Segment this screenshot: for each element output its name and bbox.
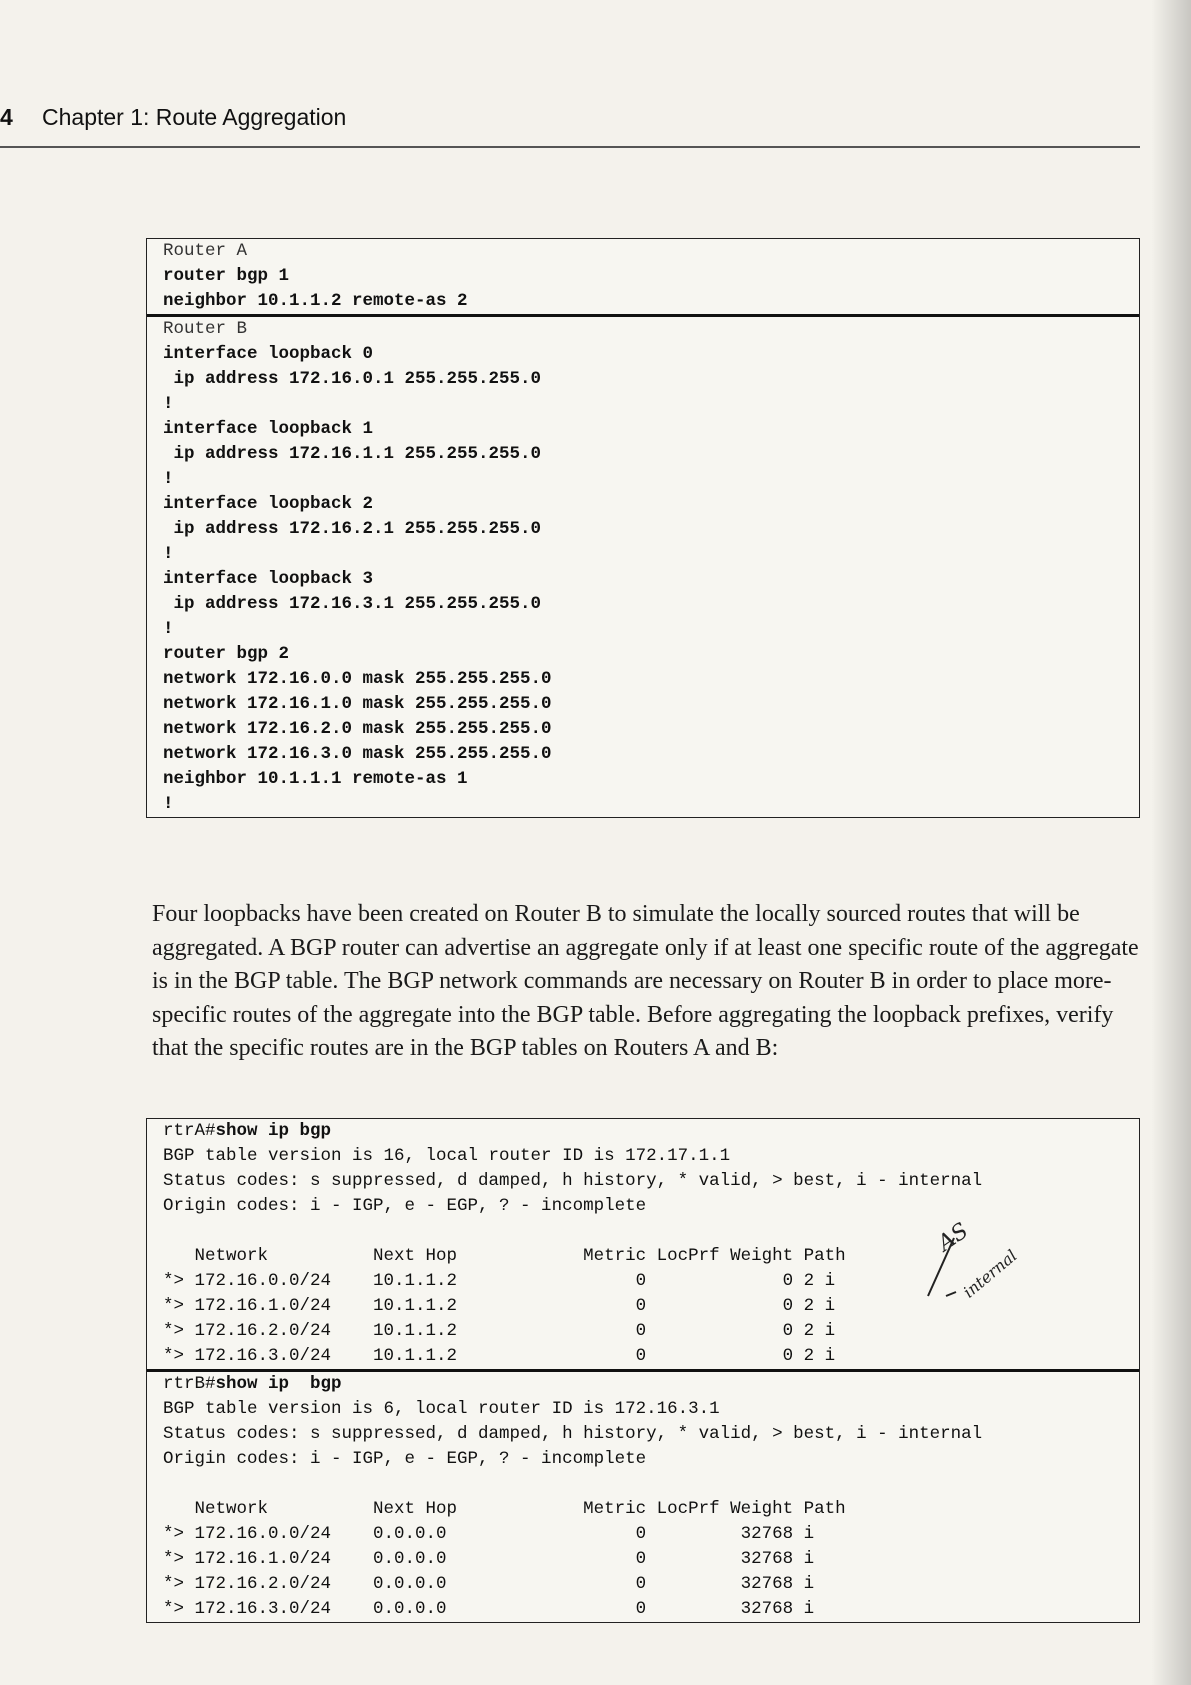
code-line: neighbor 10.1.1.2 remote-as 2: [163, 291, 468, 311]
router-a-config-lines: [163, 264, 1139, 314]
router-b-prompt: rtrB#: [163, 1374, 216, 1394]
code-line: *> 172.16.0.0/24 10.1.1.2 0 0 2 i: [163, 1271, 836, 1291]
code-line: ip address 172.16.3.1 255.255.255.0: [163, 594, 542, 614]
code-line: Origin codes: i - IGP, e - EGP, ? - incomplete: [163, 1196, 647, 1216]
router-a-config: [147, 239, 1139, 314]
code-line: ip address 172.16.0.1 255.255.255.0: [163, 369, 542, 389]
router-b-config-lines: [163, 342, 1139, 817]
code-line: !: [163, 544, 174, 564]
router-b-command: show ip bgp: [215, 1374, 342, 1394]
code-line: interface loopback 3: [163, 569, 374, 589]
bgp-output-listing: [146, 1118, 1140, 1623]
code-line: *> 172.16.3.0/24 0.0.0.0 0 32768 i: [163, 1599, 815, 1619]
code-line: !: [163, 794, 174, 814]
code-line: Status codes: s suppressed, d damped, h history, * valid, > best, i - internal: [163, 1171, 983, 1191]
code-line: interface loopback 0: [163, 344, 374, 364]
code-line: BGP table version is 6, local router ID is 172.16.3.1: [163, 1399, 720, 1419]
router-b-title: Router B: [163, 319, 248, 339]
router-a-title: Router A: [163, 241, 248, 261]
code-line: *> 172.16.1.0/24 0.0.0.0 0 32768 i: [163, 1549, 815, 1569]
code-line: ip address 172.16.1.1 255.255.255.0: [163, 444, 542, 464]
code-line: Network Next Hop Metric LocPrf Weight Path: [163, 1246, 846, 1266]
code-line: router bgp 2: [163, 644, 290, 664]
code-line: network 172.16.2.0 mask 255.255.255.0: [163, 719, 552, 739]
code-line: interface loopback 1: [163, 419, 374, 439]
code-line: BGP table version is 16, local router ID is 172.17.1.1: [163, 1146, 731, 1166]
code-line: router bgp 1: [163, 266, 290, 286]
code-line: interface loopback 2: [163, 494, 374, 514]
code-line: neighbor 10.1.1.1 remote-as 1: [163, 769, 468, 789]
chapter-title: Chapter 1: Route Aggregation: [42, 104, 347, 130]
header-rule: [0, 146, 1140, 148]
code-line: Network Next Hop Metric LocPrf Weight Path: [163, 1499, 846, 1519]
router-a-prompt: rtrA#: [163, 1121, 216, 1141]
code-line: *> 172.16.2.0/24 10.1.1.2 0 0 2 i: [163, 1321, 836, 1341]
router-b-command-line: [163, 1372, 1139, 1397]
code-line: network 172.16.3.0 mask 255.255.255.0: [163, 744, 552, 764]
router-a-command: show ip bgp: [215, 1121, 332, 1141]
code-line: *> 172.16.1.0/24 10.1.1.2 0 0 2 i: [163, 1296, 836, 1316]
code-line: *> 172.16.2.0/24 0.0.0.0 0 32768 i: [163, 1574, 815, 1594]
handwritten-internal-text: internal: [959, 1245, 1021, 1302]
code-line: ip address 172.16.2.1 255.255.255.0: [163, 519, 542, 539]
body-paragraph: Four loopbacks have been created on Router B to simulate the locally sourced routes that will be aggregated. A BGP router can advertise an aggregate only if at least one specific route of the aggregate is in the BGP table. The BGP network commands are necessary on Router B in order to place more-specific routes of the aggregate into the BGP table. Before aggregating the loopback prefixes, verify that the specific routes are in the BGP tables on Routers A and B:: [152, 901, 1139, 1061]
code-line: network 172.16.0.0 mask 255.255.255.0: [163, 669, 552, 689]
code-line: !: [163, 619, 174, 639]
page-edge-shadow: [1151, 0, 1191, 1685]
router-a-command-line: [163, 1119, 1139, 1144]
code-line: !: [163, 394, 174, 414]
handwritten-annotation: [918, 1218, 1058, 1318]
router-b-bgp-lines: [163, 1397, 1139, 1622]
code-line: *> 172.16.3.0/24 10.1.1.2 0 0 2 i: [163, 1346, 836, 1366]
running-head: [0, 104, 1140, 138]
code-line: Origin codes: i - IGP, e - EGP, ? - incomplete: [163, 1449, 647, 1469]
code-line: *> 172.16.0.0/24 0.0.0.0 0 32768 i: [163, 1524, 815, 1544]
code-line: !: [163, 469, 174, 489]
config-listing: [146, 238, 1140, 818]
code-line: [163, 1472, 1139, 1497]
router-b-bgp-output: [147, 1369, 1139, 1622]
code-line: network 172.16.1.0 mask 255.255.255.0: [163, 694, 552, 714]
router-b-config: [147, 314, 1139, 817]
page-number: 4: [0, 104, 13, 130]
handwritten-as-text: AS: [933, 1218, 974, 1257]
code-line: Status codes: s suppressed, d damped, h history, * valid, > best, i - internal: [163, 1424, 983, 1444]
